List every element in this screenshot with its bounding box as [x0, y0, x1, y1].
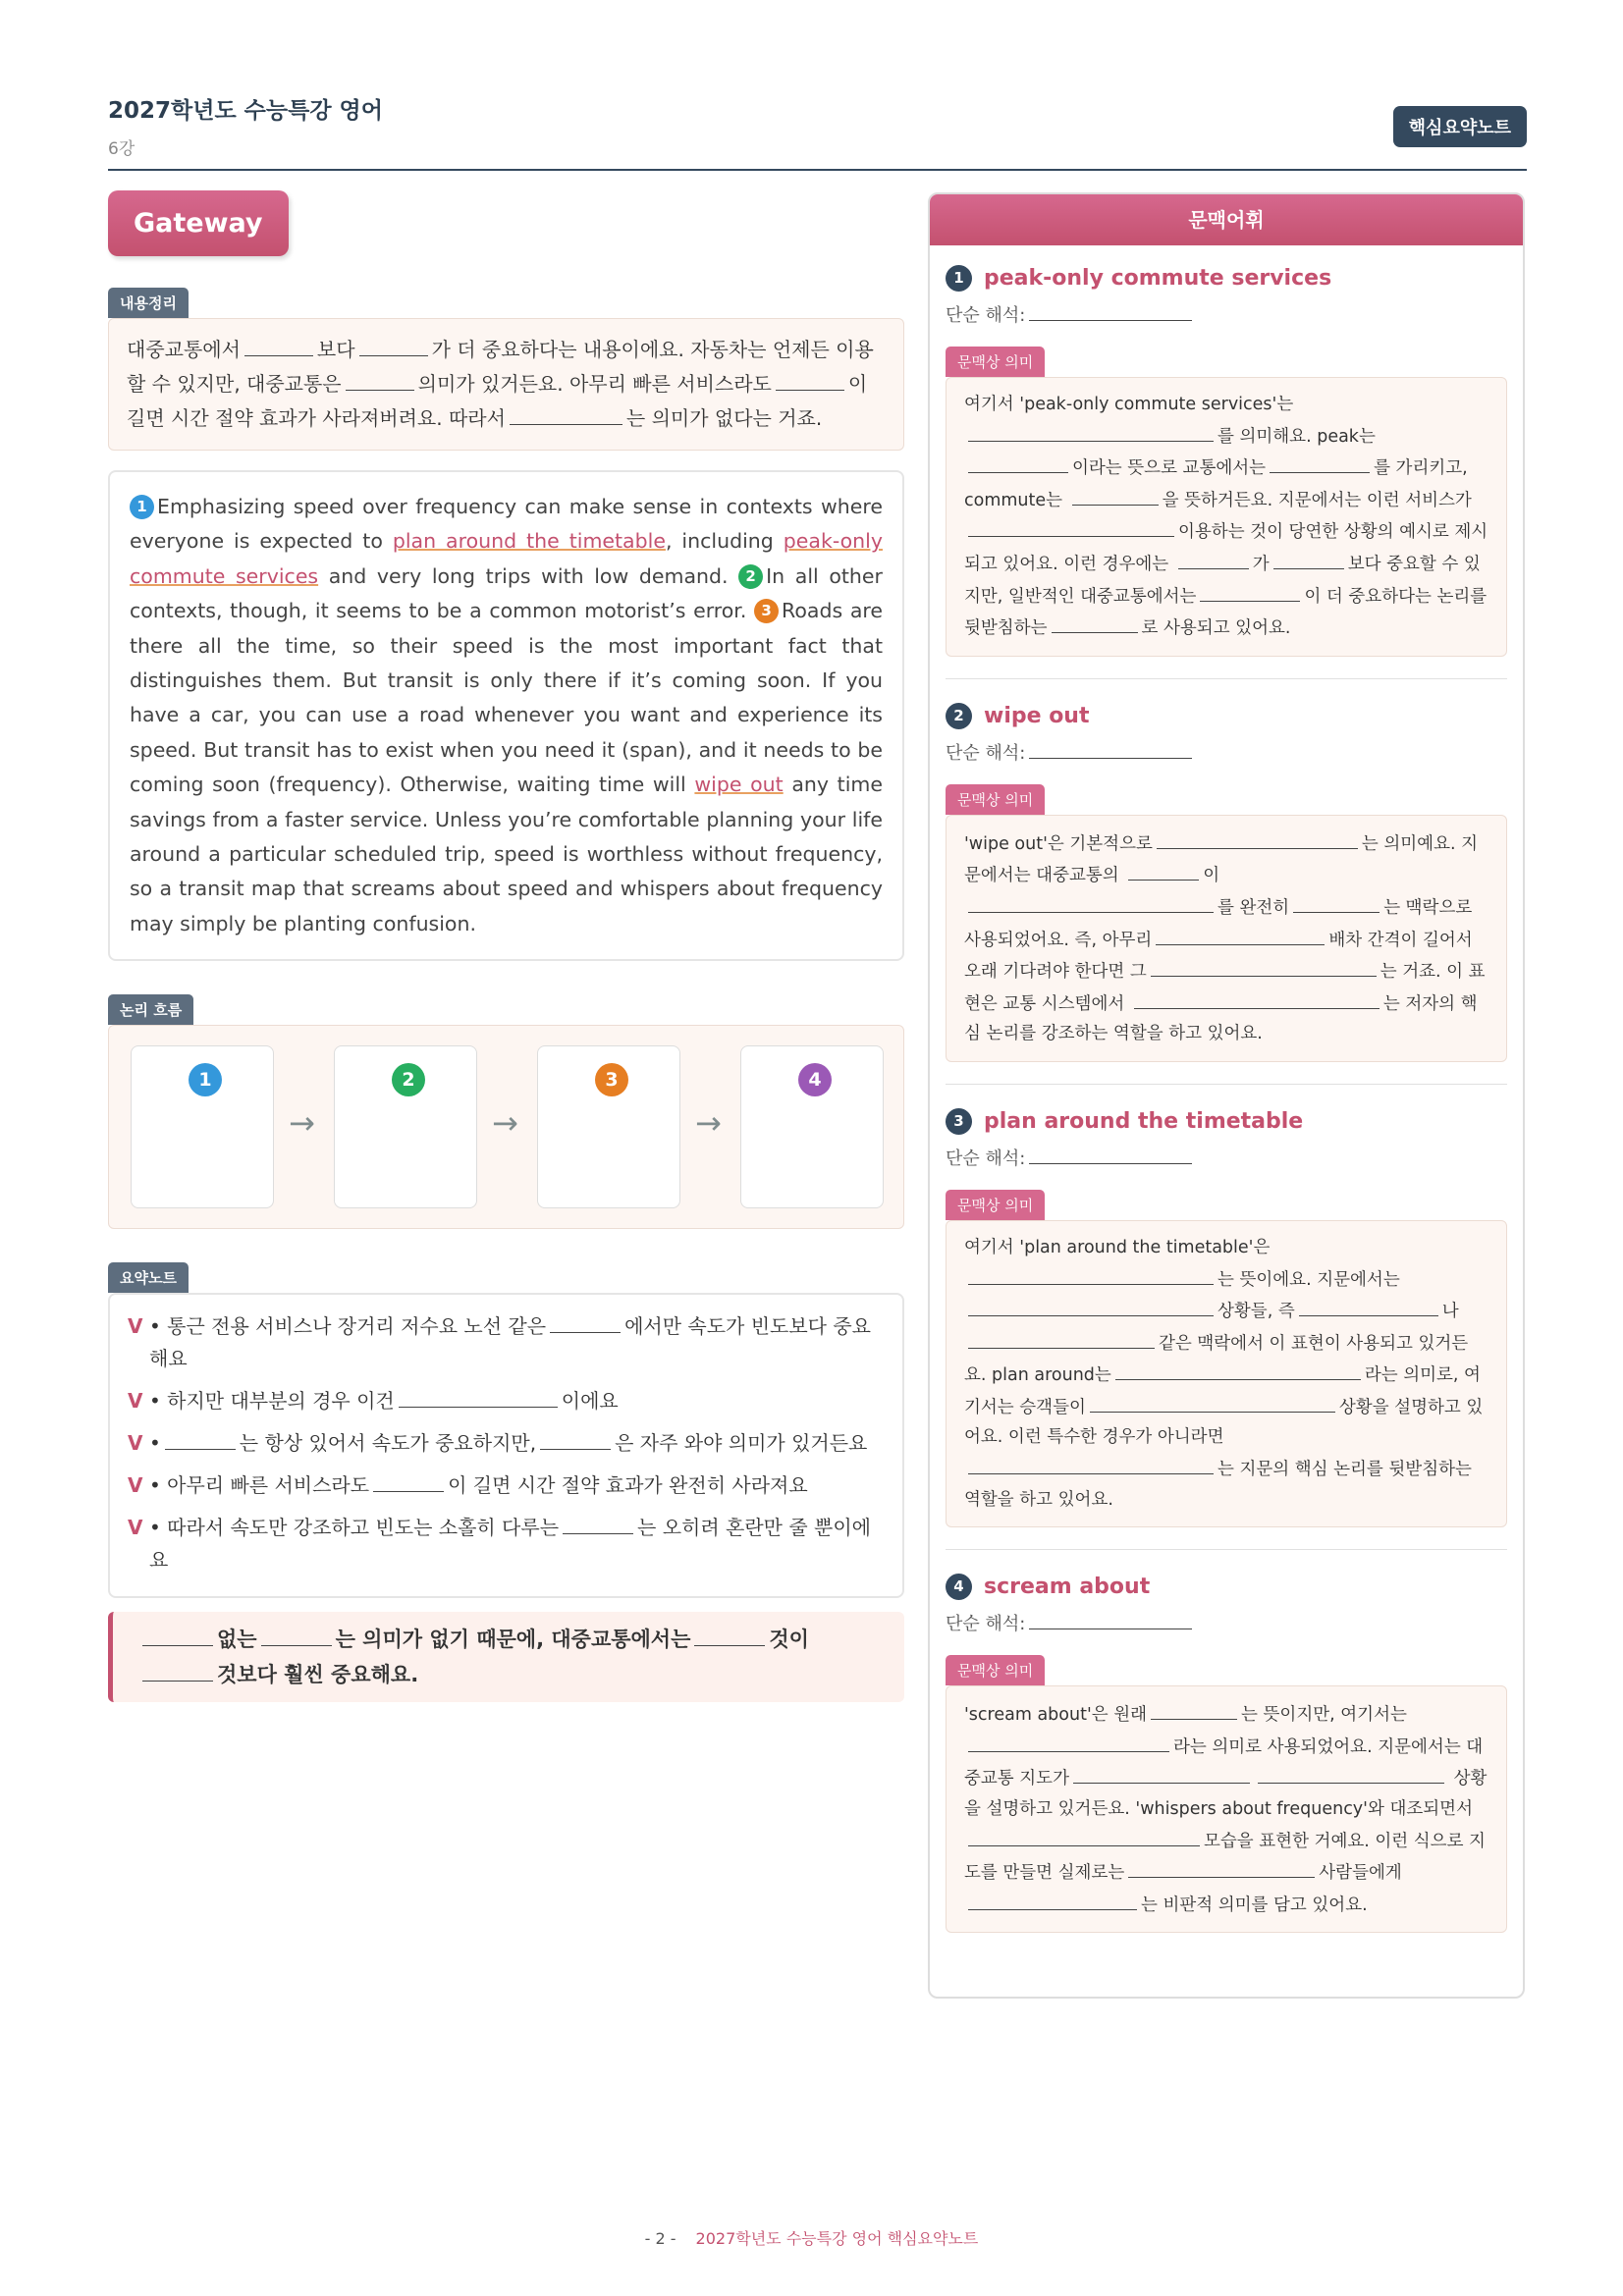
flow-step-number: 3 [595, 1063, 628, 1096]
blank[interactable] [550, 1311, 621, 1333]
context-tag: 문맥상 의미 [946, 1655, 1045, 1685]
notes-badge: 핵심요약노트 [1393, 106, 1527, 147]
definition-label: 단순 해석: [946, 1614, 1026, 1635]
blank[interactable] [1029, 1608, 1192, 1629]
context-text: 여기서 'peak-only commute services'는 [964, 395, 1294, 414]
blank[interactable] [968, 891, 1214, 913]
notes-section [108, 1262, 904, 1598]
vocab-number: 3 [946, 1108, 972, 1135]
flow-tag: 논리 흐름 [108, 994, 193, 1025]
sentence-number-3: 3 [754, 599, 779, 623]
blank[interactable] [968, 1731, 1169, 1752]
passage-box [108, 470, 904, 961]
blank[interactable] [373, 1470, 444, 1492]
blank[interactable] [1115, 1359, 1361, 1380]
context-text: 상황을 설명하고 있거든요. 'whispers about frequency'와 대조되면서 [964, 1769, 1488, 1820]
context-text: 는 뜻이에요. 지문에서는 [1217, 1269, 1400, 1290]
definition-label: 단순 해석: [946, 305, 1026, 326]
flow-step-number: 2 [392, 1063, 425, 1096]
blank[interactable] [1029, 737, 1192, 759]
context-text: 는 거죠. 이 표현은 교통 시스템에서 [964, 962, 1486, 1014]
blank[interactable] [968, 1453, 1214, 1474]
highlight-phrase: wipe out [694, 773, 784, 797]
blank[interactable] [1052, 612, 1138, 633]
context-tag: 문맥상 의미 [946, 784, 1045, 815]
context-text: 로 사용되고 있어요. [1141, 618, 1291, 639]
check-icon: V [128, 1516, 143, 1540]
context-text: 를 완전히 [1217, 897, 1290, 918]
blank[interactable] [968, 515, 1174, 537]
blank[interactable] [968, 1263, 1214, 1285]
blank[interactable] [244, 335, 313, 356]
context-tag: 문맥상 의미 [946, 347, 1045, 377]
blank[interactable] [1273, 548, 1344, 569]
vocab-term-text: peak-only commute services [984, 266, 1332, 291]
blank[interactable] [1258, 1762, 1444, 1784]
sentence-number-1: 1 [130, 495, 154, 519]
flow-step-card[interactable] [537, 1045, 680, 1208]
blank[interactable] [968, 420, 1214, 442]
blank[interactable] [1200, 580, 1300, 602]
left-column [108, 190, 904, 1702]
blank[interactable] [1299, 1295, 1438, 1316]
context-text: 'wipe out'은 기본적으로 [964, 833, 1153, 854]
conclusion-text: 없는 [217, 1628, 257, 1652]
note-text: 에서만 속도가 빈도보다 중요해요 [149, 1314, 871, 1371]
context-text: 는 의미예요. 지문에서는 대중교통의 [964, 833, 1479, 886]
page-header [108, 92, 1527, 171]
context-text: 보다 중요할 수 있지만, 일반적인 대중교통에서는 [964, 554, 1481, 607]
blank[interactable] [510, 403, 622, 425]
highlight-phrase: peak-only commute services [130, 529, 883, 588]
simple-definition [946, 737, 1507, 765]
blank[interactable] [968, 1327, 1155, 1349]
summary-text: 의미가 있거든요. 아무리 빠른 서비스라도 [417, 372, 772, 396]
vocab-entry [930, 1108, 1523, 1550]
gateway-label: Gateway [108, 190, 289, 256]
note-text: 이 길면 시간 절약 효과가 완전히 사라져요 [448, 1473, 808, 1498]
context-text: 배차 간격이 길어서 오래 기다려야 한다면 그 [964, 930, 1473, 983]
context-text: 같은 맥락에서 이 표현이 사용되고 있거든요. plan around는 [964, 1333, 1469, 1386]
conclusion-text: 것보다 훨씬 중요해요. [217, 1663, 419, 1687]
vocab-term-text: scream about [984, 1575, 1151, 1600]
blank[interactable] [1029, 1143, 1192, 1164]
page-number: - 2 - [644, 2229, 676, 2248]
vocab-entry [930, 703, 1523, 1085]
blank[interactable] [968, 1889, 1137, 1910]
context-text: 가 [1252, 554, 1270, 574]
context-text: 이 더 중요하다는 논리를 뒷받침하는 [964, 586, 1488, 639]
context-text: 모습을 표현한 거예요. 이런 식으로 지도를 만들면 실제로는 [964, 1831, 1486, 1884]
note-text: • 아무리 빠른 서비스라도 [149, 1473, 370, 1498]
blank[interactable] [968, 1295, 1214, 1316]
context-text: 라는 의미로, 여기서는 승객들이 [964, 1365, 1481, 1417]
blank[interactable] [1072, 484, 1159, 506]
blank[interactable] [165, 1428, 236, 1450]
note-text: 는 항상 있어서 속도가 중요하지만, [239, 1431, 537, 1456]
vocab-term-text: plan around the timetable [984, 1108, 1304, 1134]
context-text: 이용하는 것이 당연한 상황의 예시로 제시되고 있어요. 이런 경우에는 [964, 522, 1488, 574]
vocab-term [946, 265, 1507, 292]
arrow-right-icon: → [695, 1104, 722, 1143]
context-text: 상황들, 즉 [1217, 1302, 1295, 1322]
context-text: 는 지문의 핵심 논리를 뒷받침하는 역할을 하고 있어요. [964, 1460, 1472, 1510]
blank[interactable] [1134, 988, 1380, 1009]
context-text: 라는 의미로 사용되었어요. 지문에서는 대중교통 지도가 [964, 1736, 1484, 1789]
vocab-term [946, 1574, 1507, 1600]
vocab-term [946, 1108, 1507, 1135]
context-text: 을 뜻하거든요. 지문에서는 이런 서비스가 [1162, 490, 1472, 510]
page-footer [0, 2226, 1623, 2249]
summary-tag: 내용정리 [108, 288, 189, 318]
lesson-number: 6강 [108, 139, 135, 159]
simple-definition [946, 299, 1507, 327]
context-box [946, 377, 1507, 657]
check-icon: V [128, 1473, 143, 1498]
vocab-header: 문맥어휘 [930, 194, 1523, 245]
summary-text: 가 더 중요하다는 내용이에요. 자동차는 언제든 이용할 수 있지만, 대중교통은 [127, 338, 874, 396]
blank[interactable] [1157, 828, 1358, 849]
passage-text: Roads are there all the time, so their speed is the most important fact that distinguishes them. But transit is only there if it’s coming soon. If you have a car, you can use a road whenever you want and experience its speed. But transit has to exist when you need it (span), and it needs to be coming soon (frequency). Otherwise, waiting time will [130, 599, 883, 797]
passage-text: and very long trips with low demand. [328, 563, 729, 588]
vocab-term [946, 703, 1507, 729]
vocab-entry [930, 265, 1523, 679]
vocab-number: 1 [946, 265, 972, 292]
blank[interactable] [399, 1386, 558, 1408]
vocab-number: 2 [946, 703, 972, 729]
context-text: 이 [1203, 866, 1220, 886]
summary-section [108, 288, 904, 451]
context-box [946, 815, 1507, 1062]
check-icon: V [128, 1389, 143, 1414]
conclusion-text: 것이 [769, 1628, 809, 1652]
flow-section [108, 994, 904, 1229]
passage-text: , including [665, 529, 774, 554]
summary-text: 보다 [316, 338, 355, 361]
note-text: 이에요 [561, 1389, 619, 1414]
context-text: 는 저자의 핵심 논리를 강조하는 역할을 하고 있어요. [964, 993, 1478, 1044]
blank[interactable] [968, 452, 1068, 473]
vocab-entry [930, 1574, 1523, 1933]
blank[interactable] [142, 1660, 213, 1682]
notes-box [108, 1293, 904, 1598]
note-text: 은 자주 와야 의미가 있거든요 [615, 1431, 868, 1456]
blank[interactable] [142, 1625, 213, 1646]
vocab-panel [928, 192, 1525, 1999]
blank[interactable] [540, 1428, 611, 1450]
note-item [128, 1469, 885, 1502]
simple-definition [946, 1143, 1507, 1170]
arrow-right-icon: → [289, 1104, 315, 1143]
arrow-right-icon: → [492, 1104, 518, 1143]
simple-definition [946, 1608, 1507, 1635]
context-text: 를 가리키고, commute는 [964, 458, 1468, 510]
blank[interactable] [1270, 452, 1370, 473]
note-text: • 통근 전용 서비스나 장거리 저수요 노선 같은 [149, 1314, 547, 1339]
note-item [128, 1512, 885, 1576]
flow-step-number: 4 [798, 1063, 832, 1096]
flow-step-card[interactable] [740, 1045, 884, 1208]
passage-text: In all other contexts, though, it seems to be a common motorist’s error. [130, 563, 883, 623]
blank[interactable] [1178, 548, 1249, 569]
context-text: 를 의미해요. peak는 [1217, 426, 1376, 447]
blank[interactable] [968, 1825, 1200, 1846]
blank[interactable] [359, 335, 428, 356]
context-text: 'scream about'은 원래 [964, 1705, 1148, 1726]
note-text: 는 오히려 혼란만 줄 뿐이에요 [149, 1516, 871, 1573]
context-box [946, 1220, 1507, 1527]
note-item [128, 1310, 885, 1375]
blank[interactable] [261, 1625, 332, 1646]
context-text: 나 [1441, 1302, 1459, 1322]
passage-text: Emphasizing speed over frequency can make sense in contexts where everyone is expected to [130, 495, 883, 554]
blank[interactable] [1073, 1762, 1250, 1784]
definition-label: 단순 해석: [946, 1148, 1026, 1169]
blank[interactable] [776, 369, 844, 391]
blank[interactable] [1128, 1856, 1315, 1878]
passage-text: any time savings from a faster service. Unless you’re comfortable planning your life around a particular scheduled trip, speed is worthless without frequency, so a transit map that screams about speed and whispers about frequency may simply be planting confusion. [130, 773, 883, 935]
vocab-term-text: wipe out [984, 703, 1090, 728]
context-text: 이라는 뜻으로 교통에서는 [1072, 458, 1267, 479]
summary-text: 이 길면 시간 절약 효과가 사라져버려요. 따라서 [127, 372, 868, 430]
flow-step-card[interactable] [334, 1045, 477, 1208]
context-tag: 문맥상 의미 [946, 1190, 1045, 1220]
note-text: • 하지만 대부분의 경우 이건 [149, 1389, 395, 1414]
highlight-phrase: plan around the timetable [392, 529, 666, 554]
blank[interactable] [1293, 891, 1380, 913]
footer-title: 2027학년도 수능특강 영어 핵심요약노트 [695, 2229, 979, 2248]
summary-box [108, 318, 904, 451]
divider [946, 1549, 1507, 1550]
context-text: 상황을 설명하고 있어요. 이런 특수한 경우가 아니라면 [964, 1397, 1484, 1448]
note-item [128, 1385, 885, 1417]
notes-tag: 요약노트 [108, 1262, 189, 1293]
summary-text: 대중교통에서 [127, 338, 241, 361]
blank[interactable] [1151, 1698, 1237, 1720]
context-text: 여기서 'plan around the timetable'은 [964, 1237, 1271, 1257]
blank[interactable] [1090, 1391, 1335, 1413]
summary-text: 는 의미가 없다는 거죠. [625, 406, 823, 430]
context-text: 는 비판적 의미를 담고 있어요. [1141, 1895, 1368, 1915]
divider [946, 1084, 1507, 1085]
blank[interactable] [694, 1625, 765, 1646]
blank[interactable] [563, 1513, 633, 1534]
sentence-number-2: 2 [738, 564, 763, 589]
flow-step-number: 1 [189, 1063, 222, 1096]
context-text: 는 뜻이지만, 여기서는 [1241, 1705, 1407, 1726]
context-text: 사람들에게 [1319, 1863, 1402, 1884]
definition-label: 단순 해석: [946, 742, 1026, 764]
note-item [128, 1427, 885, 1460]
blank[interactable] [1151, 955, 1377, 977]
context-text: 는 맥락으로 사용되었어요. 즉, 아무리 [964, 897, 1473, 950]
blank[interactable] [1029, 299, 1192, 321]
check-icon: V [128, 1314, 143, 1339]
blank[interactable] [1156, 924, 1325, 945]
note-text: • [149, 1431, 161, 1456]
divider [946, 678, 1507, 679]
vocab-number: 4 [946, 1574, 972, 1600]
flow-box [108, 1025, 904, 1229]
check-icon: V [128, 1431, 143, 1456]
conclusion-text: 는 의미가 없기 때문에, 대중교통에서는 [335, 1628, 691, 1652]
context-box [946, 1685, 1507, 1933]
blank[interactable] [1128, 859, 1199, 881]
flow-step-card[interactable] [131, 1045, 274, 1208]
blank[interactable] [346, 369, 414, 391]
document-title: 2027학년도 수능특강 영어 [108, 98, 383, 124]
note-text: • 따라서 속도만 강조하고 빈도는 소홀히 다루는 [149, 1516, 560, 1540]
conclusion-box [108, 1612, 904, 1702]
